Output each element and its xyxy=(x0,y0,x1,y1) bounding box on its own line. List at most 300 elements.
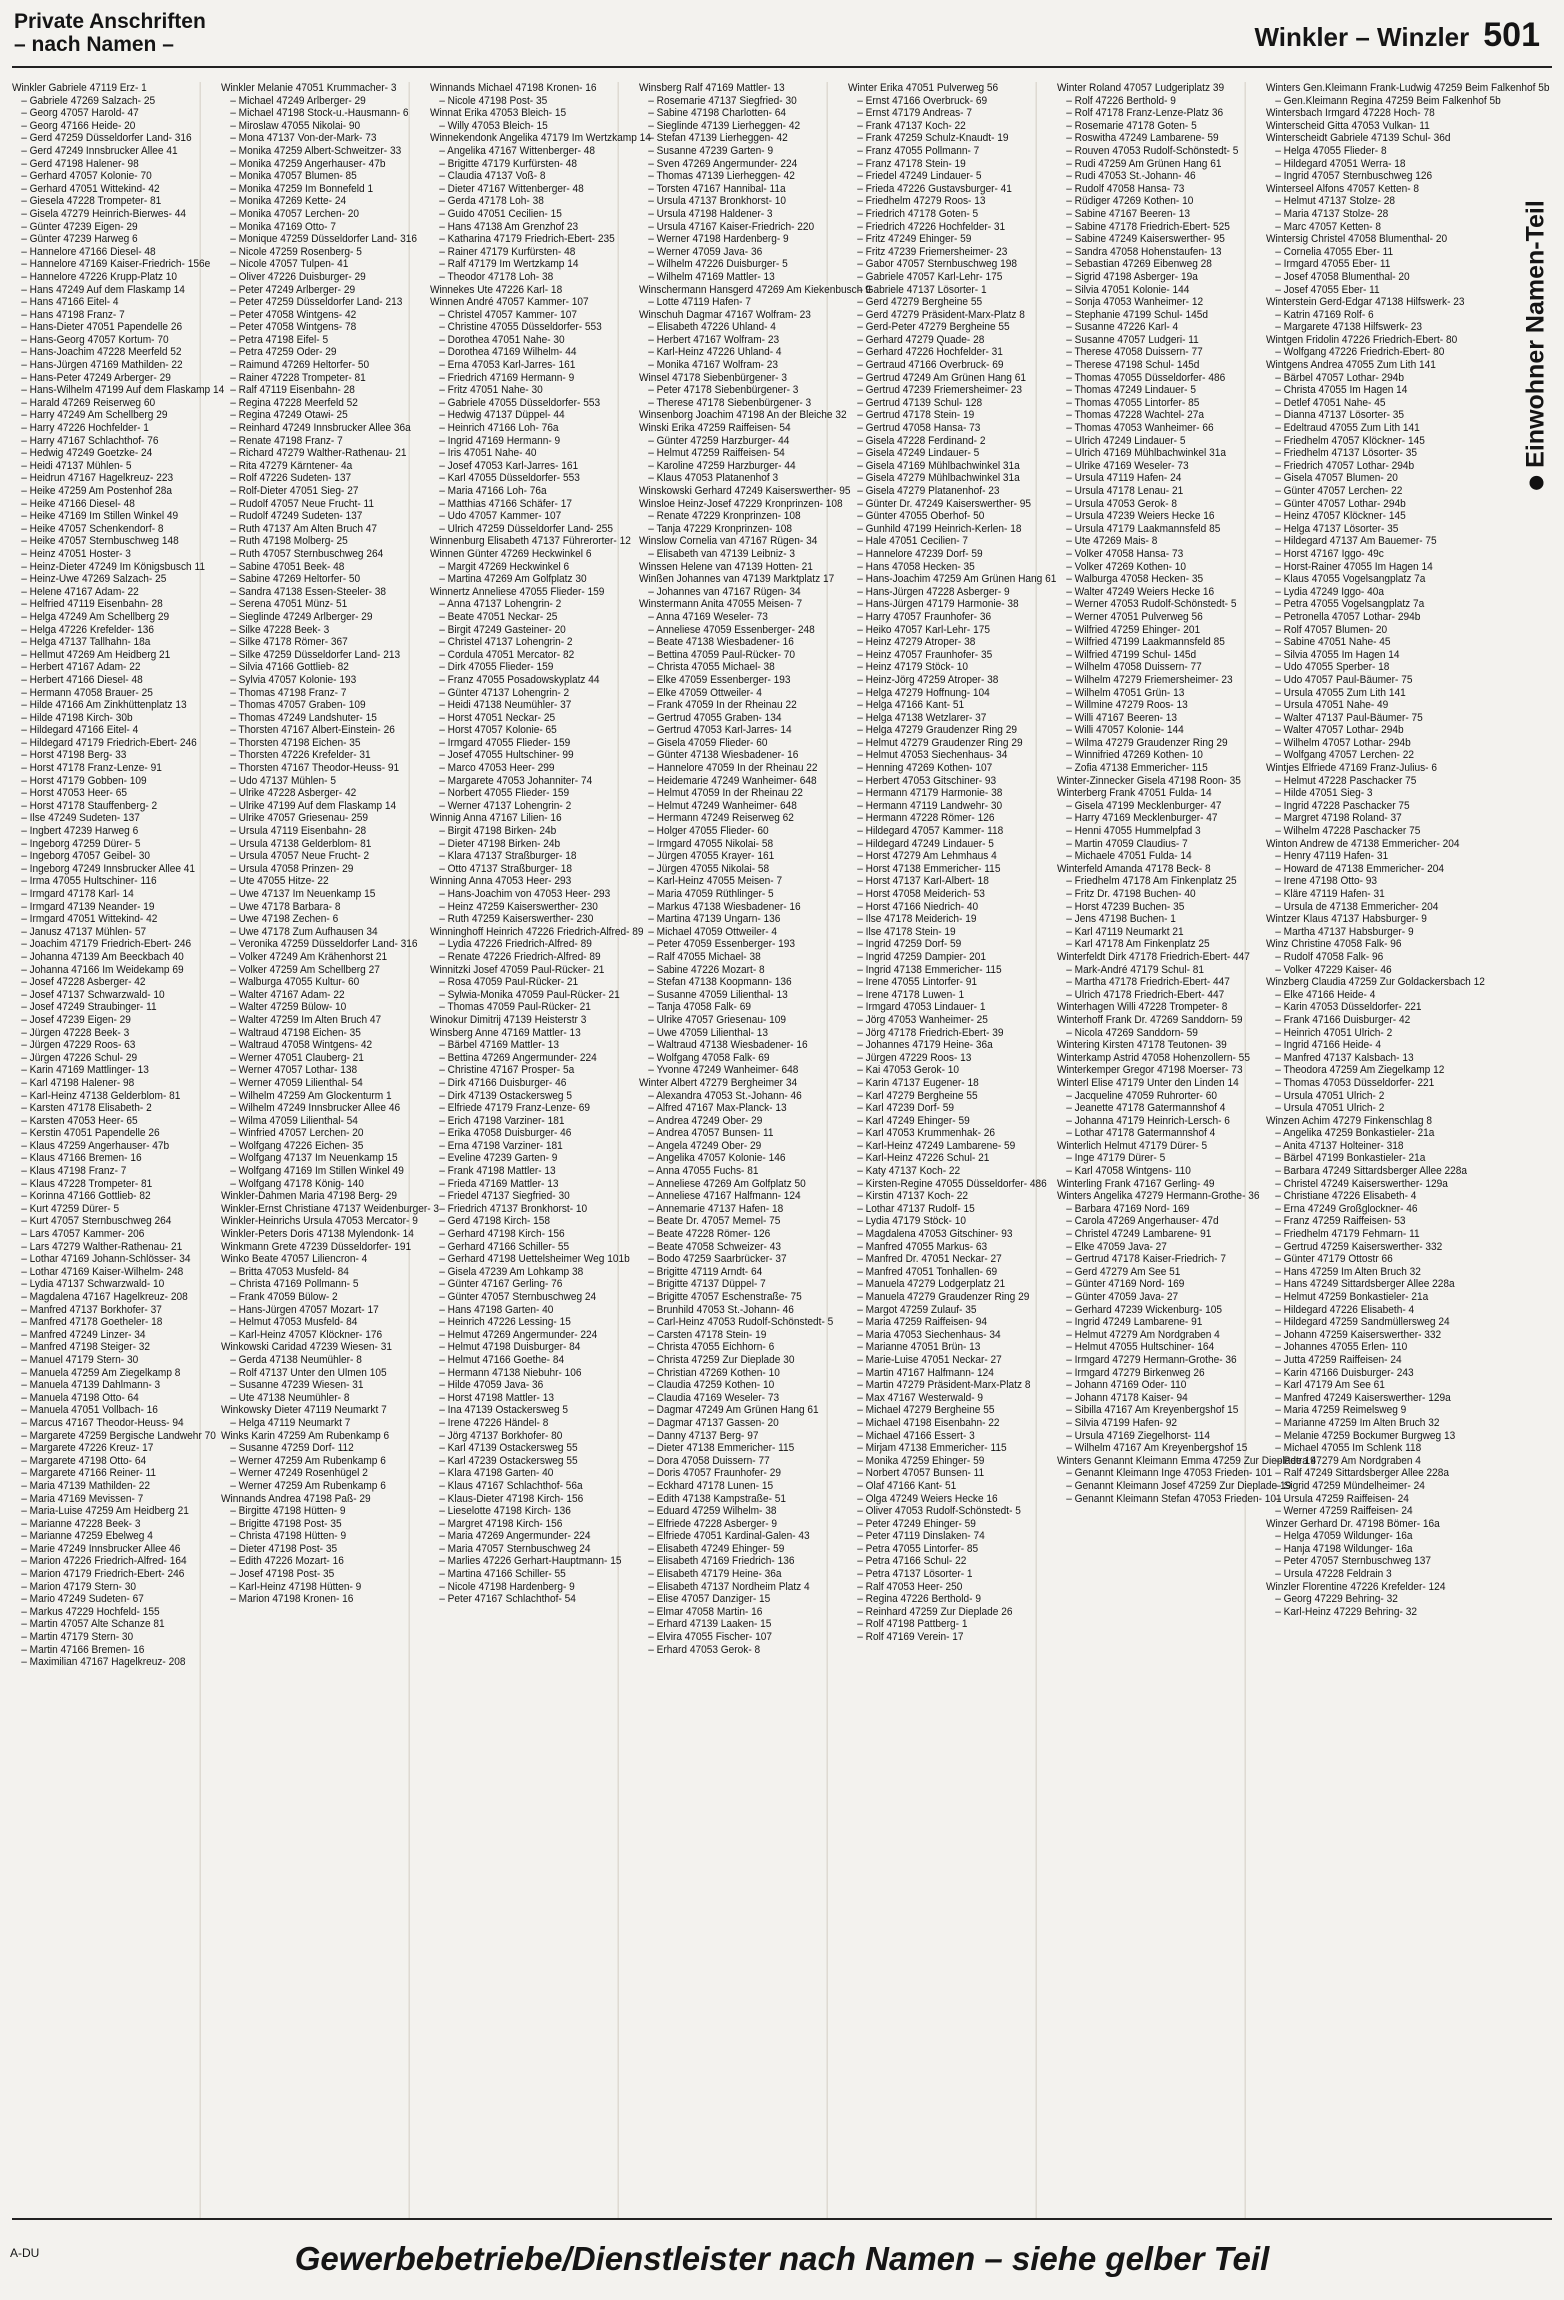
directory-entry: – Claudia 47137 Voß- 8 xyxy=(439,170,546,183)
directory-entry: – Heinz 47279 Atroper- 38 xyxy=(857,636,976,649)
directory-entry: Winter Roland 47057 Ludgeriplatz 39 xyxy=(1057,82,1225,94)
directory-entry: – Johannes van 47167 Rügen- 34 xyxy=(648,585,801,598)
directory-entry: – Martin 47057 Alte Schanze 81 xyxy=(21,1618,165,1631)
directory-entry: – Harry 47057 Fraunhofer- 36 xyxy=(857,610,992,623)
directory-entry: – Hildegard 47051 Werra- 18 xyxy=(1275,157,1406,170)
directory-entry: – Helga 47138 Wetzlarer- 37 xyxy=(857,711,987,724)
directory-entry: – Lydia 47249 Iggo- 40a xyxy=(1275,585,1384,598)
directory-entry: – Helga 47279 Graudenzer Ring 29 xyxy=(857,724,1017,737)
directory-entry: – Eveline 47239 Garten- 9 xyxy=(439,1152,558,1165)
directory-entry: – Marcus 47167 Theodor-Heuss- 94 xyxy=(21,1416,184,1429)
directory-entry: – Lothar 47169 Johann-Schlösser- 34 xyxy=(21,1253,191,1266)
directory-entry: Winz Christine 47058 Falk- 96 xyxy=(1266,938,1402,951)
directory-entry: – Marianne 47259 Im Alten Bruch 32 xyxy=(1275,1416,1440,1429)
directory-entry: Winterlich Helmut 47179 Dürer- 5 xyxy=(1057,1139,1208,1152)
directory-entry: – Annemarie 47137 Hafen- 18 xyxy=(648,1202,784,1215)
directory-entry: Winkmann Grete 47239 Düsseldorfer- 191 xyxy=(221,1240,412,1253)
directory-entry: – Manuela 47139 Dahlmann- 3 xyxy=(21,1379,161,1392)
directory-entry: – Anneliese 47167 Halfmann- 124 xyxy=(648,1190,801,1203)
directory-entry: – Heinz 47057 Fraunhofer- 35 xyxy=(857,648,993,661)
directory-entry: – Ingrid 47169 Hermann- 9 xyxy=(439,434,561,447)
directory-entry: – Lydia 47226 Friedrich-Alfred- 89 xyxy=(439,938,592,951)
directory-entry: – Ursula 47178 Lenau- 21 xyxy=(1066,485,1184,497)
directory-entry: – Sieglinde 47139 Lierheggen- 42 xyxy=(648,119,801,132)
directory-entry: – Ute 47138 Neumühler- 8 xyxy=(230,1391,350,1404)
directory-entry: – Gerd 47279 Am See 51 xyxy=(1066,1265,1181,1278)
directory-entry: – Fritz 47249 Ehinger- 59 xyxy=(857,233,972,246)
directory-entry: – Wolfgang 47058 Falk- 69 xyxy=(648,1051,770,1064)
directory-entry: – Karl 47179 Am See 61 xyxy=(1275,1379,1385,1392)
directory-entry: – Helga 47119 Neumarkt 7 xyxy=(230,1416,351,1429)
directory-entry: – Stephanie 47199 Schul- 145d xyxy=(1066,308,1208,321)
directory-entry: – Mark-André 47179 Schul- 81 xyxy=(1066,963,1205,976)
directory-entry: – Jacqueline 47059 Ruhrorter- 60 xyxy=(1066,1089,1217,1102)
directory-entry: – Marlies 47226 Gerhart-Hauptmann- 15 xyxy=(439,1555,622,1568)
directory-entry: – Hildegard 47179 Friedrich-Ebert- 246 xyxy=(21,736,197,749)
directory-entry: – Karl-Heinz 47055 Meisen- 7 xyxy=(648,875,783,888)
directory-entry: – Irmgard 47051 Wittekind- 42 xyxy=(21,913,158,926)
directory-entry: – Carl-Heinz 47053 Rudolf-Schönstedt- 5 xyxy=(648,1316,834,1329)
directory-entry: Wintersbach Irmgard 47228 Hoch- 78 xyxy=(1266,107,1435,120)
directory-entry: – Klaus 47053 Platanenhof 3 xyxy=(648,472,779,485)
directory-entry: – Günter 47057 Lerchen- 22 xyxy=(1275,485,1403,497)
directory-entry: – Margarete 47166 Reiner- 11 xyxy=(21,1467,157,1480)
directory-entry: – Karl 47055 Düsseldorfer- 553 xyxy=(439,472,580,485)
directory-entry: – Marie 47249 Innsbrucker Allee 46 xyxy=(21,1542,181,1555)
directory-entry: – Rolf-Dieter 47051 Sieg- 27 xyxy=(230,485,359,497)
directory-entry: – Brigitte 47057 Eschenstraße- 75 xyxy=(648,1291,802,1303)
directory-entry: – Zofia 47138 Emmericher- 115 xyxy=(1066,762,1208,775)
directory-entry: – Frank 47166 Duisburger- 42 xyxy=(1275,1013,1411,1026)
directory-entry: – Theodora 47259 Am Ziegelkamp 12 xyxy=(1275,1064,1445,1077)
directory-entry: – Helga 47166 Kant- 51 xyxy=(857,699,965,712)
directory-entry: – Renate 47226 Friedrich-Alfred- 89 xyxy=(439,950,601,963)
directory-entry: – Doris 47057 Fraunhofer- 29 xyxy=(648,1467,781,1480)
directory-entry: – Heidi 47138 Neumühler- 37 xyxy=(439,699,572,712)
directory-entry: – Karin 47053 Düsseldorfer- 221 xyxy=(1275,1001,1422,1014)
directory-entry: – Georg 47229 Behring- 32 xyxy=(1275,1593,1398,1606)
directory-entry: Winnands Michael 47198 Kronen- 16 xyxy=(430,82,597,94)
directory-entry: Wintzer Klaus 47137 Habsburger- 9 xyxy=(1266,913,1427,926)
directory-entry: – Brigitte 47137 Düppel- 7 xyxy=(648,1278,766,1291)
directory-entry: – Gabriele 47055 Düsseldorfer- 553 xyxy=(439,396,601,409)
directory-entry: – Horst 47179 Gobben- 109 xyxy=(21,774,147,787)
directory-entry: – Margret 47198 Roland- 37 xyxy=(1275,812,1402,825)
directory-entry: – Elfriede 47179 Franz-Lenze- 69 xyxy=(439,1102,590,1115)
directory-entry: – Manfred 47055 Markus- 63 xyxy=(857,1240,988,1253)
directory-entry: Winschermann Hansgerd 47269 Am Kiekenbusch 9 xyxy=(639,283,871,296)
directory-entry: – Horst 47166 Niedrich- 40 xyxy=(857,900,979,913)
directory-entry: – Ulrike 47057 Griesenau- 259 xyxy=(230,812,369,825)
directory-entry: – Horst 47138 Emmericher- 115 xyxy=(857,862,1001,875)
directory-entry: – Willi 47167 Beeren- 13 xyxy=(1066,711,1178,724)
directory-entry: – Frank 47137 Koch- 22 xyxy=(857,119,966,132)
directory-entry: – Elisabeth 47179 Heine- 36a xyxy=(648,1568,782,1581)
directory-entry: – Helmut 47269 Angermunder- 224 xyxy=(439,1328,598,1341)
directory-entry: – Herbert 47167 Wolfram- 23 xyxy=(648,333,780,346)
directory-entry: – Rolf 47137 Unter den Ulmen 105 xyxy=(230,1366,387,1379)
directory-entry: – Dagmar 47137 Gassen- 20 xyxy=(648,1416,779,1429)
directory-entry: – Ursula 47137 Bronkhorst- 10 xyxy=(648,195,787,208)
directory-entry: – Fritz 47051 Nahe- 30 xyxy=(439,384,543,397)
directory-entry: – Gisela 47279 Mühlbachwinkel 31a xyxy=(857,472,1020,485)
directory-entry: – Rita 47279 Kärntener- 4a xyxy=(230,459,353,472)
directory-entry: – Petra 47055 Lintorfer- 85 xyxy=(857,1542,979,1555)
directory-entry: – Genannt Kleimann Stefan 47053 Frieden- 101 xyxy=(1066,1492,1282,1505)
directory-entry: – Maria 47059 Rüthlinger- 5 xyxy=(648,888,774,900)
directory-entry: – Hannelore 47166 Diesel- 48 xyxy=(21,245,156,258)
directory-entry: – Jörg 47137 Borkhofer- 80 xyxy=(439,1429,563,1442)
directory-entry: – Susanne 47239 Garten- 9 xyxy=(648,144,774,157)
directory-entry: – Gertrud 47259 Kaiserswerther- 332 xyxy=(1275,1240,1443,1253)
directory-entry: – Silke 47259 Düsseldorfer Land- 213 xyxy=(230,648,401,661)
directory-entry: – Sigrid 47198 Asberger- 19a xyxy=(1066,270,1198,283)
directory-entry: – Petra 47055 Vogelsangplatz 7a xyxy=(1275,598,1425,611)
directory-entry: – Klaus 47166 Bremen- 16 xyxy=(21,1152,142,1165)
directory-entry: – Dorothea 47169 Wilhelm- 44 xyxy=(439,346,577,359)
directory-entry: Winterstein Gerd-Edgar 47138 Hilfswerk- 23 xyxy=(1266,296,1465,309)
directory-entry: – Karl 47139 Ostackersweg 55 xyxy=(439,1442,578,1455)
directory-entry: – Maria 47259 Reimelsweg 9 xyxy=(1275,1404,1407,1417)
directory-entry: – Horst 47167 Iggo- 49c xyxy=(1275,547,1384,560)
directory-entry: – Thorsten 47167 Albert-Einstein- 26 xyxy=(230,724,395,737)
directory-entry: – Claudia 47259 Kothen- 10 xyxy=(648,1379,775,1392)
directory-entry: – Manuela 47259 Am Ziegelkamp 8 xyxy=(21,1366,181,1379)
directory-entry: – Gerd 47279 Präsident-Marx-Platz 8 xyxy=(857,308,1025,321)
directory-entry: – Johanna 47139 Am Beeckbach 40 xyxy=(21,950,184,963)
directory-entry: – Ursula 47055 Zum Lith 141 xyxy=(1275,686,1406,699)
directory-entry: – Kurt 47259 Dürer- 5 xyxy=(21,1202,120,1215)
directory-entry: – Peter 47167 Schlachthof- 54 xyxy=(439,1593,576,1606)
directory-entry: Winterkemper Gregor 47198 Moerser- 73 xyxy=(1057,1064,1243,1077)
directory-entry: Winschuh Dagmar 47167 Wolfram- 23 xyxy=(639,308,811,321)
directory-entry: – Max 47167 Westerwald- 9 xyxy=(857,1391,984,1404)
directory-entry: Winterberg Frank 47051 Fulda- 14 xyxy=(1057,787,1212,800)
directory-entry: Winkler Gabriele 47119 Erz- 1 xyxy=(12,82,147,94)
directory-entry: Winter Albert 47279 Bergheimer 34 xyxy=(639,1076,798,1089)
directory-entry: – Elke 47059 Java- 27 xyxy=(1066,1240,1167,1253)
directory-entry: – Reinhard 47259 Zur Dieplade 26 xyxy=(857,1605,1013,1618)
directory-entry: – Rolf 47169 Verein- 17 xyxy=(857,1631,964,1644)
directory-entry: – Karl 47119 Neumarkt 21 xyxy=(1066,925,1184,938)
directory-entry: – Jürgen 47055 Nikolai- 58 xyxy=(648,862,770,875)
directory-entry: – Maria-Luise 47259 Am Heidberg 21 xyxy=(21,1505,189,1518)
directory-entry: – Rüdiger 47269 Kothen- 10 xyxy=(1066,195,1194,208)
directory-entry: – Lydia 47137 Schwarzwald- 10 xyxy=(21,1278,165,1291)
directory-entry: – Gerd-Peter 47279 Bergheine 55 xyxy=(857,321,1010,334)
directory-entry: – Uwe 47198 Zechen- 6 xyxy=(230,913,339,926)
directory-entry: – Nicola 47269 Sanddorn- 59 xyxy=(1066,1026,1198,1039)
directory-entry: Winkowsky Dieter 47119 Neumarkt 7 xyxy=(221,1404,387,1417)
directory-entry: – Ingrid 47259 Dampier- 201 xyxy=(857,950,987,963)
directory-entry: – Sabine 47051 Nahe- 45 xyxy=(1275,636,1391,649)
directory-entry: – Monika 47259 Im Bonnefeld 1 xyxy=(230,182,374,195)
directory-entry: – Harry 47169 Mecklenburger- 47 xyxy=(1066,812,1218,825)
directory-entry: – Werner 47057 Lothar- 138 xyxy=(230,1064,358,1077)
directory-entry: – Ulrich 47249 Lindauer- 5 xyxy=(1066,434,1186,447)
directory-entry: – Gerhard 47239 Wickenburg- 105 xyxy=(1066,1303,1223,1316)
directory-entry: – Werner 47259 Am Rubenkamp 6 xyxy=(230,1454,386,1467)
directory-entry: – Ursula 47228 Feldrain 3 xyxy=(1275,1568,1392,1581)
directory-entry: Winstermann Anita 47055 Meisen- 7 xyxy=(639,598,803,611)
directory-entry: – Gerd 47198 Kirch- 158 xyxy=(439,1215,551,1228)
directory-entry: – Walter 47167 Adam- 22 xyxy=(230,988,345,1001)
directory-entry: – Wolfgang 47137 Im Neuenkamp 15 xyxy=(230,1152,398,1165)
directory-entry: – Petra 47198 Eifel- 5 xyxy=(230,333,329,346)
directory-entry: – Gisela 47059 Flieder- 60 xyxy=(648,736,768,749)
header-title-line1: Private Anschriften xyxy=(14,10,206,33)
directory-entry: – Maria 47139 Mathilden- 22 xyxy=(21,1479,151,1492)
directory-entry: – Johanna 47179 Heinrich-Lersch- 6 xyxy=(1066,1114,1230,1127)
directory-entry: – Karl-Heinz 47226 Schul- 21 xyxy=(857,1152,990,1165)
directory-entry: – Christa 47198 Hütten- 9 xyxy=(230,1530,347,1543)
directory-entry: – Ilse 47249 Sudeten- 137 xyxy=(21,812,140,825)
directory-entry: – Hans 47138 Am Grenzhof 23 xyxy=(439,220,579,233)
directory-entry: – Theodor 47178 Loh- 38 xyxy=(439,270,554,283)
directory-entry: – Ulrike 47228 Asberger- 42 xyxy=(230,787,357,800)
directory-entry: – Josef 47053 Karl-Jarres- 161 xyxy=(439,459,579,472)
directory-entry: Winters Genannt Kleimann Emma 47259 Zur Dieplade 19 xyxy=(1057,1454,1316,1467)
directory-entry: – Johannes 47179 Heine- 36a xyxy=(857,1039,993,1052)
directory-entry: – Gerda 47178 Loh- 38 xyxy=(439,195,544,208)
directory-entry: – Lotte 47119 Hafen- 7 xyxy=(648,296,751,309)
directory-entry: – Guido 47051 Cecilien- 15 xyxy=(439,207,562,220)
directory-entry: – Winnifried 47269 Kothen- 10 xyxy=(1066,749,1203,762)
directory-entry: – Erna 47053 Karl-Jarres- 161 xyxy=(439,359,576,372)
directory-entry: – Klaus 47259 Angerhauser- 47b xyxy=(21,1139,170,1152)
directory-entry: – Ulrich 47259 Düsseldorfer Land- 255 xyxy=(439,522,614,535)
directory-entry: – Andrea 47057 Bunsen- 11 xyxy=(648,1127,774,1140)
directory-entry: – Ilse 47178 Stein- 19 xyxy=(857,925,956,938)
directory-entry: – Helmut 47053 Musfeld- 84 xyxy=(230,1316,358,1329)
directory-entry: – Erhard 47139 Laaken- 15 xyxy=(648,1618,772,1631)
directory-entry: – Petra 47166 Schul- 22 xyxy=(857,1555,967,1568)
directory-entry: Winzler Florentine 47226 Krefelder- 124 xyxy=(1266,1580,1446,1593)
directory-entry: – Karsten 47178 Elisabeth- 2 xyxy=(21,1102,152,1115)
directory-entry: – Ruth 47057 Sternbuschweg 264 xyxy=(230,547,384,560)
directory-entry: – Mario 47249 Sudeten- 67 xyxy=(21,1593,144,1606)
directory-entry: Winterhagen Willi 47228 Trompeter- 8 xyxy=(1057,1001,1228,1014)
directory-entry: – Hans-Jürgen 47169 Mathilden- 22 xyxy=(21,359,183,372)
directory-entry: – Günter 47239 Harweg 6 xyxy=(21,233,138,246)
directory-entry: – Gisela 47228 Ferdinand- 2 xyxy=(857,434,986,447)
directory-entry: – Franz 47055 Pollmann- 7 xyxy=(857,144,980,157)
directory-entry: – Hans 47249 Sittardsberger Allee 228a xyxy=(1275,1278,1455,1291)
directory-entry: – Christa 47055 Eichhorn- 6 xyxy=(648,1341,775,1354)
directory-entry: – Horst 47198 Berg- 33 xyxy=(21,749,127,762)
directory-entry: – Karl 47249 Ehinger- 59 xyxy=(857,1114,970,1127)
directory-entry: – Karl 47058 Wintgens- 110 xyxy=(1066,1165,1191,1178)
directory-entry: – Tanja 47058 Falk- 69 xyxy=(648,1001,751,1014)
footer-rule xyxy=(12,2218,1552,2220)
directory-entry: – Bettina 47269 Angermunder- 224 xyxy=(439,1051,597,1064)
directory-entry: – Peter 47249 Arlberger- 29 xyxy=(230,283,356,296)
directory-entry: – Ina 47139 Ostackersweg 5 xyxy=(439,1404,569,1417)
directory-entry: – Manfred Dr. 47051 Neckar- 27 xyxy=(857,1253,1002,1266)
directory-entry: – Norbert 47055 Flieder- 159 xyxy=(439,787,570,800)
directory-entry: – Brigitte 47119 Arndt- 64 xyxy=(648,1265,763,1278)
directory-entry: – Werner 47259 Am Rubenkamp 6 xyxy=(230,1479,386,1492)
directory-entry: – Ingrid 47057 Sternbuschweg 126 xyxy=(1275,170,1433,183)
directory-entry: Winkler Melanie 47051 Krummacher- 3 xyxy=(221,82,397,94)
directory-entry: – Petra 47279 Am Nordgraben 4 xyxy=(1275,1454,1421,1467)
directory-entry: – Helmut 47259 Bonkastieler- 21a xyxy=(1275,1291,1429,1303)
directory-entry: Wintersig Christel 47058 Blumenthal- 20 xyxy=(1266,233,1448,246)
directory-entry: – Monique 47259 Düsseldorfer Land- 316 xyxy=(230,233,417,246)
directory-entry: – Wilhelm 47058 Duissern- 77 xyxy=(1066,661,1202,674)
directory-entry: – Elvira 47055 Fischer- 107 xyxy=(648,1631,772,1644)
directory-entry: – Irmgard 47279 Birkenweg 26 xyxy=(1066,1366,1205,1379)
directory-entry: – Monika 47169 Otto- 7 xyxy=(230,220,336,233)
directory-entry: – Petra 47259 Oder- 29 xyxy=(230,346,337,359)
directory-entry: – Howard de 47138 Emmericher- 204 xyxy=(1275,862,1444,875)
directory-entry: – Heinz-Uwe 47269 Salzach- 25 xyxy=(21,573,167,586)
directory-entry: – Hans-Jürgen 47228 Asberger- 9 xyxy=(857,585,1010,598)
directory-entry: – Helfried 47119 Eisenbahn- 28 xyxy=(21,598,163,611)
directory-entry: – Hermann 47058 Brauer- 25 xyxy=(21,686,153,699)
directory-entry: – Helmut 47055 Hultschiner- 164 xyxy=(1066,1341,1215,1354)
directory-entry: – Raimund 47269 Heltorfer- 50 xyxy=(230,359,370,372)
directory-entry: – Ursula 47169 Ziegelhorst- 114 xyxy=(1066,1429,1211,1442)
directory-entry: – Therese 47198 Schul- 145d xyxy=(1066,359,1200,372)
directory-entry: Winterseel Alfons 47057 Ketten- 8 xyxy=(1266,182,1420,195)
directory-entry: – Harry 47167 Schlachthof- 76 xyxy=(21,434,159,447)
directory-entry: – Helga 47137 Tallhahn- 18a xyxy=(21,636,151,649)
directory-entry: Winko Beate 47057 Liliencron- 4 xyxy=(221,1253,368,1266)
directory-entry: – Regina 47226 Berthold- 9 xyxy=(857,1593,981,1606)
directory-entry: – Maximilian 47167 Hagelkreuz- 208 xyxy=(21,1656,186,1669)
directory-entry: – Karl-Heinz 47226 Uhland- 4 xyxy=(648,346,782,359)
directory-entry: – Sylvia 47057 Kolonie- 193 xyxy=(230,673,357,686)
directory-entry: Winsloe Heinz-Josef 47229 Kronprinzen- 108 xyxy=(639,497,843,510)
directory-entry: – Hans-Joachim 47259 Am Grünen Hang 61 xyxy=(857,573,1057,586)
directory-entry: – Angelika 47057 Kolonie- 146 xyxy=(648,1152,786,1165)
directory-entry: Winnat Erika 47053 Bleich- 15 xyxy=(430,107,567,120)
directory-entry: – Bärbel 47057 Lothar- 294b xyxy=(1275,371,1405,384)
directory-entry: – Heidemarie 47249 Wanheimer- 648 xyxy=(648,774,817,787)
directory-entry: – Sabine 47198 Charlotten- 64 xyxy=(648,107,787,120)
directory-entry: – Wolfgang 47226 Eichen- 35 xyxy=(230,1139,364,1152)
directory-entry: – Karoline 47259 Harzburger- 44 xyxy=(648,459,796,472)
directory-entry: – Heinz 47179 Stöck- 10 xyxy=(857,661,969,674)
directory-entry: – Christel 47249 Kaiserswerther- 129a xyxy=(1275,1177,1448,1190)
footer-banner: Gewerbebetriebe/Dienstleister nach Namen – siehe gelber Teil xyxy=(294,2240,1270,2277)
directory-entry: – Bettina 47059 Paul-Rücker- 70 xyxy=(648,648,796,661)
directory-entry: – Elfriede 47051 Kardinal-Galen- 43 xyxy=(648,1530,810,1543)
directory-entry: – Wilhelm 47169 Mattler- 13 xyxy=(648,270,775,283)
directory-entry: – Wilhelm 47167 Am Kreyenbergshof 15 xyxy=(1066,1442,1248,1455)
directory-entry: – Heike 47057 Sternbuschweg 148 xyxy=(21,535,179,548)
directory-entry: – Hans-Dieter 47051 Papendelle 26 xyxy=(21,321,183,334)
directory-entry: – Gertraud 47166 Overbruck- 69 xyxy=(857,359,1004,372)
directory-entry: – Marie-Luise 47051 Neckar- 27 xyxy=(857,1353,1002,1366)
directory-entry: Winsenborg Joachim 47198 An der Bleiche 32 xyxy=(639,409,847,422)
directory-entry: – Harry 47226 Hochfelder- 1 xyxy=(21,422,149,435)
directory-entry: – Anna 47137 Lohengrin- 2 xyxy=(439,598,562,611)
directory-entry: – Silvia 47055 Im Hagen 14 xyxy=(1275,648,1400,661)
directory-entry: – Gertrud 47139 Schul- 128 xyxy=(857,396,983,409)
directory-entry: – Jürgen 47228 Beek- 3 xyxy=(21,1026,130,1039)
directory-entry: – Heinz 47057 Klöckner- 145 xyxy=(1275,510,1406,523)
directory-entry: Winzer Gerhard Dr. 47198 Bömer- 16a xyxy=(1266,1517,1440,1530)
directory-entry: – Birgit 47249 Gasteiner- 20 xyxy=(439,623,566,636)
directory-entry: – Walter 47137 Paul-Bäumer- 75 xyxy=(1275,711,1423,724)
directory-entry: – Margit 47269 Heckwinkel 6 xyxy=(439,560,570,573)
directory-entry: – Matthias 47166 Schäfer- 17 xyxy=(439,497,572,510)
directory-entry: – Katy 47137 Koch- 22 xyxy=(857,1165,961,1178)
directory-entry: – Elke 47059 Essenberger- 193 xyxy=(648,673,791,686)
directory-entry: – Margarete 47259 Bergische Landwehr 70 xyxy=(21,1429,216,1442)
directory-entry: – Hilde 47051 Sieg- 3 xyxy=(1275,787,1373,800)
directory-entry: – Manfred 47137 Kalsbach- 13 xyxy=(1275,1051,1414,1064)
directory-entry: – Hermann 47138 Niebuhr- 106 xyxy=(439,1366,582,1379)
running-header-left xyxy=(14,10,206,56)
directory-entry: – Hermann 47179 Harmonie- 38 xyxy=(857,787,1003,800)
directory-entry: – Josef 47198 Post- 35 xyxy=(230,1568,335,1581)
directory-entry: – Dianna 47137 Lösorter- 35 xyxy=(1275,409,1405,422)
directory-entry: – Thorsten 47198 Eichen- 35 xyxy=(230,736,361,749)
directory-entry: Winskowski Gerhard 47249 Kaiserswerther- 95 xyxy=(639,485,851,497)
directory-column xyxy=(430,82,651,2218)
directory-entry: – Waltraud 47138 Wiesbadener- 16 xyxy=(648,1039,808,1052)
directory-entry: – Werner 47059 Lilienthal- 54 xyxy=(230,1076,363,1089)
directory-entry: – Karl-Heinz 47057 Klöckner- 176 xyxy=(230,1328,383,1341)
directory-entry: – Klaus 47198 Franz- 7 xyxy=(21,1165,127,1178)
directory-entry: – Irma 47055 Hultschiner- 116 xyxy=(21,875,157,888)
directory-entry: – Willy 47053 Bleich- 15 xyxy=(439,119,548,132)
directory-entry: – Hans-Peter 47249 Arberger- 29 xyxy=(21,371,171,384)
directory-entry: – Sieglinde 47249 Arlberger- 29 xyxy=(230,610,373,623)
directory-entry: – Gerhard 47166 Schiller- 55 xyxy=(439,1240,570,1253)
directory-entry: – Dirk 47055 Flieder- 159 xyxy=(439,661,554,674)
header-title-line2: – nach Namen – xyxy=(14,33,174,56)
directory-entry: – Irene 47055 Lintorfer- 91 xyxy=(857,976,978,989)
directory-entry: – Rudolf 47058 Falk- 96 xyxy=(1275,950,1384,963)
directory-entry: – Karsten 47053 Heer- 65 xyxy=(21,1114,138,1127)
directory-entry: – Serena 47051 Münz- 51 xyxy=(230,598,348,611)
directory-entry: – Ingeborg 47057 Geibel- 30 xyxy=(21,850,151,863)
directory-entry: Winterfeldt Dirk 47178 Friedrich-Ebert- 447 xyxy=(1057,950,1250,963)
directory-entry: – Maria 47137 Stolze- 28 xyxy=(1275,207,1389,220)
directory-entry: Winterhoff Frank Dr. 47269 Sanddorn- 59 xyxy=(1057,1013,1243,1026)
directory-entry: – Sabine 47178 Friedrich-Ebert- 525 xyxy=(1066,220,1230,233)
directory-entry: – Sigrid 47259 Mündelheimer- 24 xyxy=(1275,1479,1425,1492)
directory-entry: – Marianne 47228 Beek- 3 xyxy=(21,1517,141,1530)
directory-entry: Winninghoff Heinrich 47226 Friedrich-Alfred- 89 xyxy=(430,925,644,938)
directory-entry: – Gen.Kleimann Regina 47259 Beim Falkenhof 5b xyxy=(1275,94,1501,107)
directory-entry: – Thomas 47053 Wanheimer- 66 xyxy=(1066,422,1214,435)
directory-entry: – Johann 47178 Kaiser- 94 xyxy=(1066,1391,1188,1404)
directory-entry: – Ursula 47179 Laakmannsfeld 85 xyxy=(1066,522,1221,535)
directory-entry: – Wilhelm 47249 Innsbrucker Allee 46 xyxy=(230,1102,401,1115)
directory-entry: – Udo 47137 Mühlen- 5 xyxy=(230,774,336,787)
directory-entry: – Tanja 47229 Kronprinzen- 108 xyxy=(648,522,793,535)
directory-entry: – Korinna 47166 Gottlieb- 82 xyxy=(21,1190,151,1203)
directory-entry: – Ursula 47138 Gelderblom- 81 xyxy=(230,837,372,850)
directory-entry: – Erna 47198 Varziner- 181 xyxy=(439,1139,563,1152)
directory-entry: – Lothar 47169 Kaiser-Wilhelm- 248 xyxy=(21,1265,184,1278)
directory-entry: – Friedrich 47226 Hochfelder- 31 xyxy=(857,220,1006,233)
directory-entry: – Anneliese 47059 Essenberger- 248 xyxy=(648,623,815,636)
directory-entry: – Kirsten-Regine 47055 Düsseldorfer- 486 xyxy=(857,1177,1047,1190)
directory-entry: – Josef 47137 Schwarzwald- 10 xyxy=(21,988,165,1001)
directory-entry: – Hans 47058 Hecken- 35 xyxy=(857,560,975,573)
directory-entry: – Gerhard 47198 Kirch- 156 xyxy=(439,1228,565,1241)
directory-entry: – Irmgard 47053 Lindauer- 1 xyxy=(857,1001,986,1014)
directory-entry: – Ingrid 47259 Dorf- 59 xyxy=(857,938,962,951)
directory-entry: – Manfred 47198 Steiger- 32 xyxy=(21,1341,151,1354)
directory-entry: – Martina 47269 Am Golfplatz 30 xyxy=(439,573,587,586)
